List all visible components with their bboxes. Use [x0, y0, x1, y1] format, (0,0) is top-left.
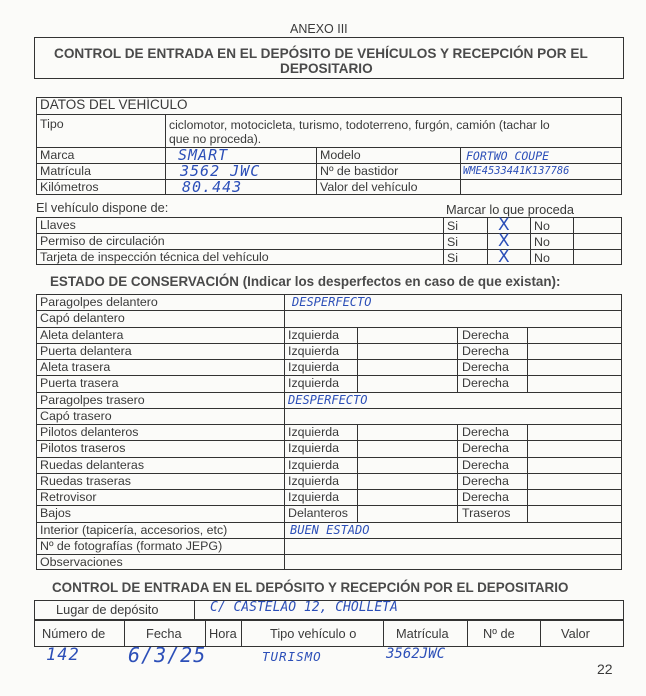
condition-row-label: Interior (tapicería, accesorios, etc): [40, 522, 228, 537]
matricula-reception-value: 3562JWC: [386, 646, 446, 662]
rear-label: Traseros: [462, 506, 511, 521]
condition-row-label: Puerta delantera: [40, 343, 132, 358]
km-value: 80.443: [182, 178, 243, 196]
front-bumper-note: DESPERFECTO: [292, 295, 372, 309]
condition-row-label: Paragolpes trasero: [40, 392, 145, 407]
right-label: Derecha: [462, 457, 509, 472]
fecha-value: 6/3/25: [128, 643, 207, 667]
modelo-value: FORTWO COUPE: [466, 149, 550, 163]
rear-bumper-note: DESPERFECTO: [288, 392, 368, 407]
equipment-item-tarjeta: Tarjeta de inspección técnica del vehículo: [40, 250, 269, 264]
condition-row-label: Paragolpes delantero: [40, 295, 158, 309]
check-mark-llaves: X: [498, 215, 510, 235]
header-matricula: Matrícula: [396, 626, 449, 641]
numero-value: 142: [46, 645, 80, 665]
right-label: Derecha: [462, 343, 509, 358]
right-label: Derecha: [462, 441, 509, 456]
title-line2: DEPOSITARIO: [280, 61, 373, 76]
header-numero: Número de: [42, 626, 106, 641]
left-label: Izquierda: [288, 343, 339, 358]
header-valor: Valor: [561, 626, 590, 641]
marca-label: Marca: [40, 148, 75, 162]
check-mark-tarjeta: X: [498, 247, 510, 267]
km-label: Kilómetros: [40, 180, 99, 194]
equipment-instruction: Marcar lo que proceda: [446, 202, 575, 217]
condition-row-label: Aleta delantera: [40, 327, 124, 342]
bastidor-value: WME4533441K137786: [463, 165, 570, 177]
yes-label: Si: [447, 235, 459, 249]
equipment-item-permiso: Permiso de circulación: [40, 234, 165, 248]
title-line1: CONTROL DE ENTRADA EN EL DEPÓSITO DE VEHÍCULOS Y RECEPCIÓN POR EL: [54, 46, 588, 61]
yes-label: Si: [447, 251, 459, 265]
equipment-item-llaves: Llaves: [40, 218, 76, 232]
right-label: Derecha: [462, 327, 509, 342]
no-label: No: [534, 235, 550, 249]
yes-label: Si: [447, 219, 459, 233]
front-label: Delanteros: [288, 506, 348, 521]
marca-value: SMART: [178, 146, 229, 164]
left-label: Izquierda: [288, 457, 339, 472]
condition-row-label: Ruedas traseras: [40, 473, 131, 488]
left-label: Izquierda: [288, 490, 339, 504]
left-label: Izquierda: [288, 327, 339, 342]
equipment-intro: El vehículo dispone de:: [36, 200, 169, 215]
lugar-label: Lugar de depósito: [56, 602, 159, 617]
condition-row-label: Ruedas delanteras: [40, 457, 145, 472]
bastidor-label: Nº de bastidor: [320, 164, 399, 178]
vehicle-section-title: DATOS DEL VEHÍCULO: [40, 97, 188, 112]
reception-title: CONTROL DE ENTRADA EN EL DEPÓSITO Y RECEPCIÓN POR EL DEPOSITARIO: [52, 580, 569, 595]
no-label: No: [534, 251, 550, 265]
left-label: Izquierda: [288, 473, 339, 488]
condition-row-label: Nº de fotografías (formato JEPG): [40, 538, 223, 553]
tipo-text-line1: ciclomotor, motocicleta, turismo, todoterreno, furgón, camión (tachar lo: [169, 118, 550, 132]
left-label: Izquierda: [288, 360, 339, 374]
matricula-value: 3562 JWC: [180, 162, 261, 180]
condition-row-label: Pilotos traseros: [40, 441, 126, 456]
condition-row-label: Observaciones: [40, 555, 123, 569]
condition-row-label: Capó trasero: [40, 408, 112, 423]
matricula-label: Matrícula: [40, 164, 91, 178]
header-hora: Hora: [209, 626, 237, 641]
no-label: No: [534, 219, 550, 233]
left-label: Izquierda: [288, 376, 339, 391]
left-label: Izquierda: [288, 425, 339, 439]
condition-row-label: Capó delantero: [40, 311, 125, 326]
right-label: Derecha: [462, 360, 509, 374]
annex-label: ANEXO III: [290, 22, 348, 36]
valor-label: Valor del vehículo: [320, 180, 418, 194]
interior-note: BUEN ESTADO: [290, 522, 370, 537]
condition-row-label: Pilotos delanteros: [40, 425, 139, 439]
tipo-text-line2: que no proceda).: [169, 132, 262, 146]
left-label: Izquierda: [288, 441, 339, 456]
right-label: Derecha: [462, 425, 509, 439]
condition-title: ESTADO DE CONSERVACIÓN (Indicar los desperfectos en caso de que existan):: [50, 274, 561, 289]
condition-row-label: Bajos: [40, 506, 71, 521]
tipo-label: Tipo: [40, 117, 64, 131]
check-mark-permiso: X: [498, 231, 510, 251]
page-number: 22: [597, 661, 613, 677]
right-label: Derecha: [462, 473, 509, 488]
header-tipo: Tipo vehículo o: [270, 626, 357, 641]
lugar-value: C/ CASTELAO 12, CHOLLETA: [210, 600, 398, 615]
condition-row-label: Retrovisor: [40, 490, 97, 504]
condition-row-label: Aleta trasera: [40, 360, 111, 374]
tipo-value: TURISMO: [262, 649, 322, 664]
header-nde: Nº de: [483, 626, 515, 641]
header-fecha: Fecha: [146, 626, 182, 641]
condition-row-label: Puerta trasera: [40, 376, 119, 391]
right-label: Derecha: [462, 376, 509, 391]
modelo-label: Modelo: [320, 148, 361, 162]
right-label: Derecha: [462, 490, 509, 504]
